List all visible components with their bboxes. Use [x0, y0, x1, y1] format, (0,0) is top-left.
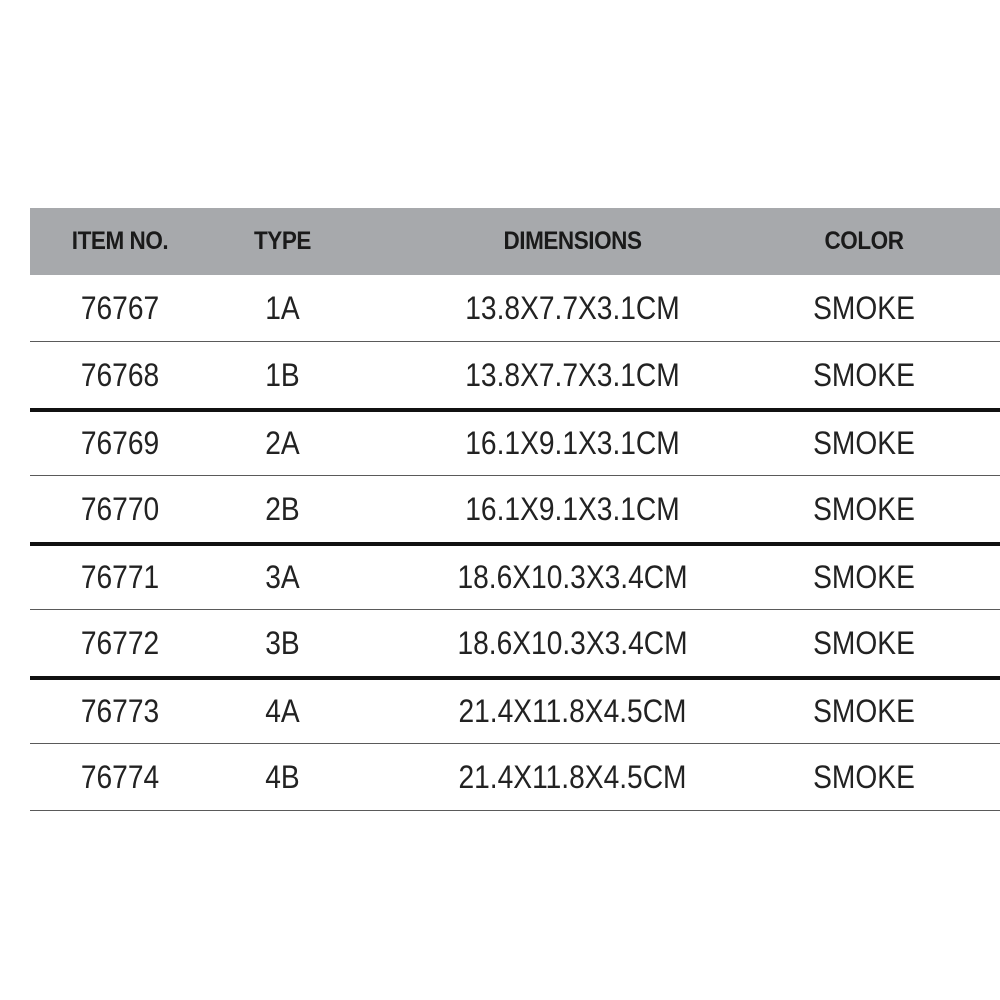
cell-dimensions: 16.1X9.1X3.1CM — [465, 490, 680, 527]
cell-dimensions: 16.1X9.1X3.1CM — [465, 425, 680, 461]
cell-color: SMOKE — [813, 559, 915, 595]
cell-dimensions: 21.4X11.8X4.5CM — [458, 693, 687, 729]
cell-dimensions: 13.8X7.7X3.1CM — [465, 356, 680, 393]
table-row — [30, 342, 1000, 412]
cell-type: 3B — [265, 624, 300, 661]
cell-item-no: 76769 — [80, 425, 160, 461]
table-row — [30, 546, 1000, 610]
cell-dimensions: 18.6X10.3X3.4CM — [457, 624, 688, 661]
cell-item-no: 76767 — [80, 289, 160, 326]
cell-dimensions: 18.6X10.3X3.4CM — [457, 559, 688, 595]
table-row — [30, 744, 1000, 811]
cell-dimensions: 21.4X11.8X4.5CM — [458, 758, 687, 795]
cell-type: 2A — [265, 425, 300, 461]
cell-type: 1B — [265, 356, 300, 393]
cell-item-no: 76773 — [80, 693, 160, 729]
cell-color: SMOKE — [813, 425, 915, 461]
spec-table — [30, 208, 1000, 811]
table-row — [30, 610, 1000, 680]
table-row — [30, 476, 1000, 546]
table-header — [30, 208, 1000, 275]
cell-color: SMOKE — [813, 758, 915, 795]
cell-item-no: 76772 — [80, 624, 160, 661]
cell-color: SMOKE — [813, 490, 915, 527]
cell-type: 2B — [265, 490, 300, 527]
header-item-no: ITEM NO. — [71, 227, 169, 255]
cell-color: SMOKE — [813, 624, 915, 661]
cell-type: 1A — [265, 289, 300, 326]
cell-item-no: 76774 — [80, 758, 160, 795]
cell-item-no: 76768 — [80, 356, 160, 393]
table-row — [30, 275, 1000, 342]
cell-type: 4A — [265, 693, 300, 729]
table-row — [30, 412, 1000, 476]
cell-type: 4B — [265, 758, 300, 795]
header-dimensions: DIMENSIONS — [503, 227, 642, 255]
header-type: TYPE — [254, 227, 311, 255]
cell-item-no: 76770 — [80, 490, 160, 527]
cell-item-no: 76771 — [80, 559, 160, 595]
cell-color: SMOKE — [813, 693, 915, 729]
table-row — [30, 680, 1000, 744]
header-color: COLOR — [824, 227, 904, 255]
cell-color: SMOKE — [813, 356, 915, 393]
cell-color: SMOKE — [813, 289, 915, 326]
cell-dimensions: 13.8X7.7X3.1CM — [465, 289, 680, 326]
cell-type: 3A — [265, 559, 300, 595]
